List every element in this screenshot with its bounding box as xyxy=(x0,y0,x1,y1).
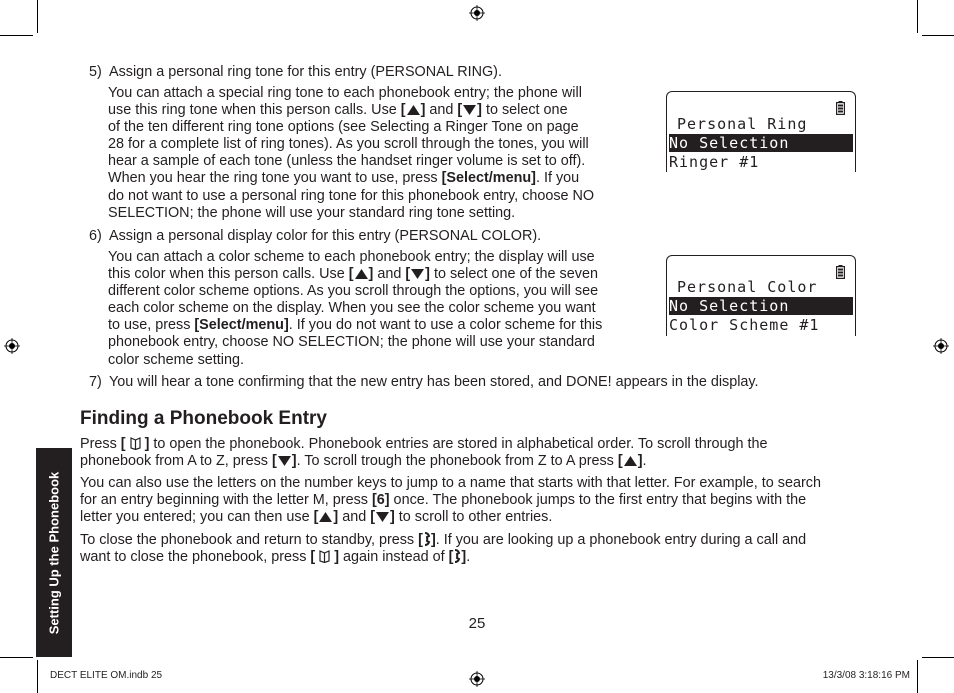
down-arrow-key-icon xyxy=(462,104,477,116)
text-line: 28 for a complete list of ring tones). As you scroll through the tones, you will xyxy=(108,136,589,153)
up-key-ref: [ ] xyxy=(313,509,339,526)
text-run: to select one of the seven xyxy=(429,266,598,283)
lcd-title: Personal Ring xyxy=(677,115,808,133)
down-arrow-key-icon xyxy=(410,268,425,280)
crop-mark xyxy=(37,660,38,693)
text-line: You can also use the letters on the number keys to jump to a name that starts with that letter. For example, to search xyxy=(80,475,821,491)
down-key-ref: [ ] xyxy=(457,102,482,119)
registration-mark-icon xyxy=(469,5,485,21)
text-run: letter you entered; you can then use xyxy=(80,509,314,526)
end-call-key-icon xyxy=(453,549,461,563)
up-arrow-key-icon xyxy=(623,455,638,467)
key-6-ref: [6] xyxy=(371,492,390,509)
up-arrow-key-icon xyxy=(354,268,369,280)
step-text: Assign a personal ring tone for this entry (PERSONAL RING). xyxy=(109,64,502,80)
lcd-title: Personal Color xyxy=(677,278,818,296)
end-key-ref: [ ] xyxy=(448,549,467,566)
battery-icon xyxy=(836,101,845,115)
text-run: To close the phonebook and return to standby, press xyxy=(80,532,419,548)
up-key-ref: [ ] xyxy=(400,102,426,119)
step-number: 6) xyxy=(89,228,102,244)
text-run: use this ring tone when this person calls. Use xyxy=(108,102,401,119)
side-tab-label: Setting Up the Phonebook xyxy=(46,471,62,634)
step-number: 5) xyxy=(89,64,102,80)
text-run: once. The phonebook jumps to the first entry that begins with the xyxy=(389,492,807,509)
text-run: phonebook from A to Z, press xyxy=(80,453,272,470)
crop-mark xyxy=(922,657,954,658)
section-title: Finding a Phonebook Entry xyxy=(80,408,327,429)
footer-timestamp: 13/3/08 3:18:16 PM xyxy=(822,670,910,681)
phonebook-key-icon xyxy=(319,550,330,563)
text-line xyxy=(80,532,806,549)
phonebook-key-ref: [ ] xyxy=(120,436,150,452)
color-scheme-paragraph xyxy=(108,249,602,369)
find-paragraph-2 xyxy=(80,475,821,526)
up-key-ref: [ ] xyxy=(348,266,374,283)
text-run: want to close the phonebook, press xyxy=(80,549,311,566)
text-line xyxy=(80,436,768,453)
text-run: for an entry beginning with the letter M, press xyxy=(80,492,372,509)
phonebook-key-icon xyxy=(130,437,141,450)
lcd-selected-option: No Selection xyxy=(669,134,853,152)
text-line: different color scheme options. As you scroll through the options, you will see xyxy=(108,283,599,300)
up-arrow-key-icon xyxy=(406,104,421,116)
ring-tone-paragraph xyxy=(108,85,594,222)
down-arrow-key-icon xyxy=(375,511,390,523)
text-line xyxy=(80,492,821,509)
text-run: to open the phonebook. Phonebook entries are stored in alphabetical order. To scroll through the xyxy=(149,436,768,452)
text-line xyxy=(80,453,768,470)
lcd-personal-ring xyxy=(666,91,856,172)
lcd-personal-color xyxy=(666,255,856,336)
text-line xyxy=(108,170,594,187)
text-run: When you hear the ring tone you want to use, press xyxy=(108,170,442,187)
select-menu-key-ref: [Select/menu] xyxy=(441,170,536,187)
text-line: You can attach a color scheme to each phonebook entry; the display will use xyxy=(108,249,595,265)
crop-mark xyxy=(0,657,33,658)
step-text: Assign a personal display color for this entry (PERSONAL COLOR). xyxy=(109,228,542,244)
find-paragraph-3 xyxy=(80,532,806,566)
down-key-ref: [ ] xyxy=(370,509,395,526)
crop-mark xyxy=(922,35,954,36)
registration-mark-icon xyxy=(933,338,949,354)
text-line xyxy=(80,549,806,566)
text-line xyxy=(108,266,602,283)
text-line xyxy=(80,509,821,526)
end-key-ref: [ ] xyxy=(418,532,436,548)
up-key-ref: [ ] xyxy=(617,453,643,470)
text-line: do not want to use a personal ring tone for this phonebook entry, choose NO xyxy=(108,187,595,204)
text-run: and xyxy=(338,509,371,526)
text-line: You can attach a special ring tone to each phonebook entry; the phone will xyxy=(108,85,582,101)
step-number: 7) xyxy=(89,374,102,390)
crop-mark xyxy=(37,0,38,33)
text-run: to scroll to other entries. xyxy=(394,509,553,526)
text-run: . If you do not want to use a color scheme for this xyxy=(288,317,603,334)
text-run: to use, press xyxy=(108,317,195,334)
select-menu-key-ref: [Select/menu] xyxy=(194,317,289,334)
text-run: this color when this person calls. Use xyxy=(108,266,349,283)
text-line xyxy=(108,102,594,119)
lcd-selected-option: No Selection xyxy=(669,297,853,315)
text-line: each color scheme on the display. When you see the color scheme you want xyxy=(108,300,596,317)
text-run: . xyxy=(466,549,471,566)
text-line: of the ten different ring tone options (see Selecting a Ringer Tone on page xyxy=(108,119,579,136)
text-run: and xyxy=(373,266,406,283)
crop-mark xyxy=(0,35,33,36)
down-key-ref: [ ] xyxy=(271,453,297,470)
lcd-option: Color Scheme #1 xyxy=(669,316,820,334)
lcd-option: Ringer #1 xyxy=(669,153,760,171)
text-run: again instead of xyxy=(339,549,449,566)
text-run: . If you xyxy=(535,170,580,187)
crop-mark xyxy=(917,660,918,693)
end-call-key-icon xyxy=(423,532,431,546)
registration-mark-icon xyxy=(469,671,485,687)
text-line: phonebook entry, choose NO SELECTION; the phone will use your standard xyxy=(108,334,595,351)
text-run: to select one xyxy=(481,102,568,119)
up-arrow-key-icon xyxy=(318,511,333,523)
find-paragraph-1 xyxy=(80,436,768,470)
page-number: 25 xyxy=(468,615,486,632)
down-key-ref: [ ] xyxy=(405,266,430,283)
text-line: color scheme setting. xyxy=(108,351,244,368)
registration-mark-icon xyxy=(4,338,20,354)
text-line: hear a sample of each tone (unless the handset ringer volume is set to off). xyxy=(108,153,586,170)
down-arrow-key-icon xyxy=(277,455,292,467)
text-line: SELECTION; the phone will use your standard ring tone setting. xyxy=(108,204,516,221)
text-run: and xyxy=(425,102,458,119)
text-line xyxy=(108,317,602,334)
step-text: You will hear a tone confirming that the new entry has been stored, and DONE! appears in the display. xyxy=(109,374,759,390)
footer-file-info: DECT ELITE OM.indb 25 xyxy=(50,670,163,681)
text-run: . If you are looking up a phonebook entry during a call and xyxy=(435,532,807,548)
phonebook-key-ref: [ ] xyxy=(310,549,339,566)
text-run: . xyxy=(642,453,647,470)
text-run: Press xyxy=(80,436,121,452)
text-run: . To scroll trough the phonebook from Z to A press xyxy=(296,453,618,470)
crop-mark xyxy=(917,0,918,33)
battery-icon xyxy=(836,265,845,279)
